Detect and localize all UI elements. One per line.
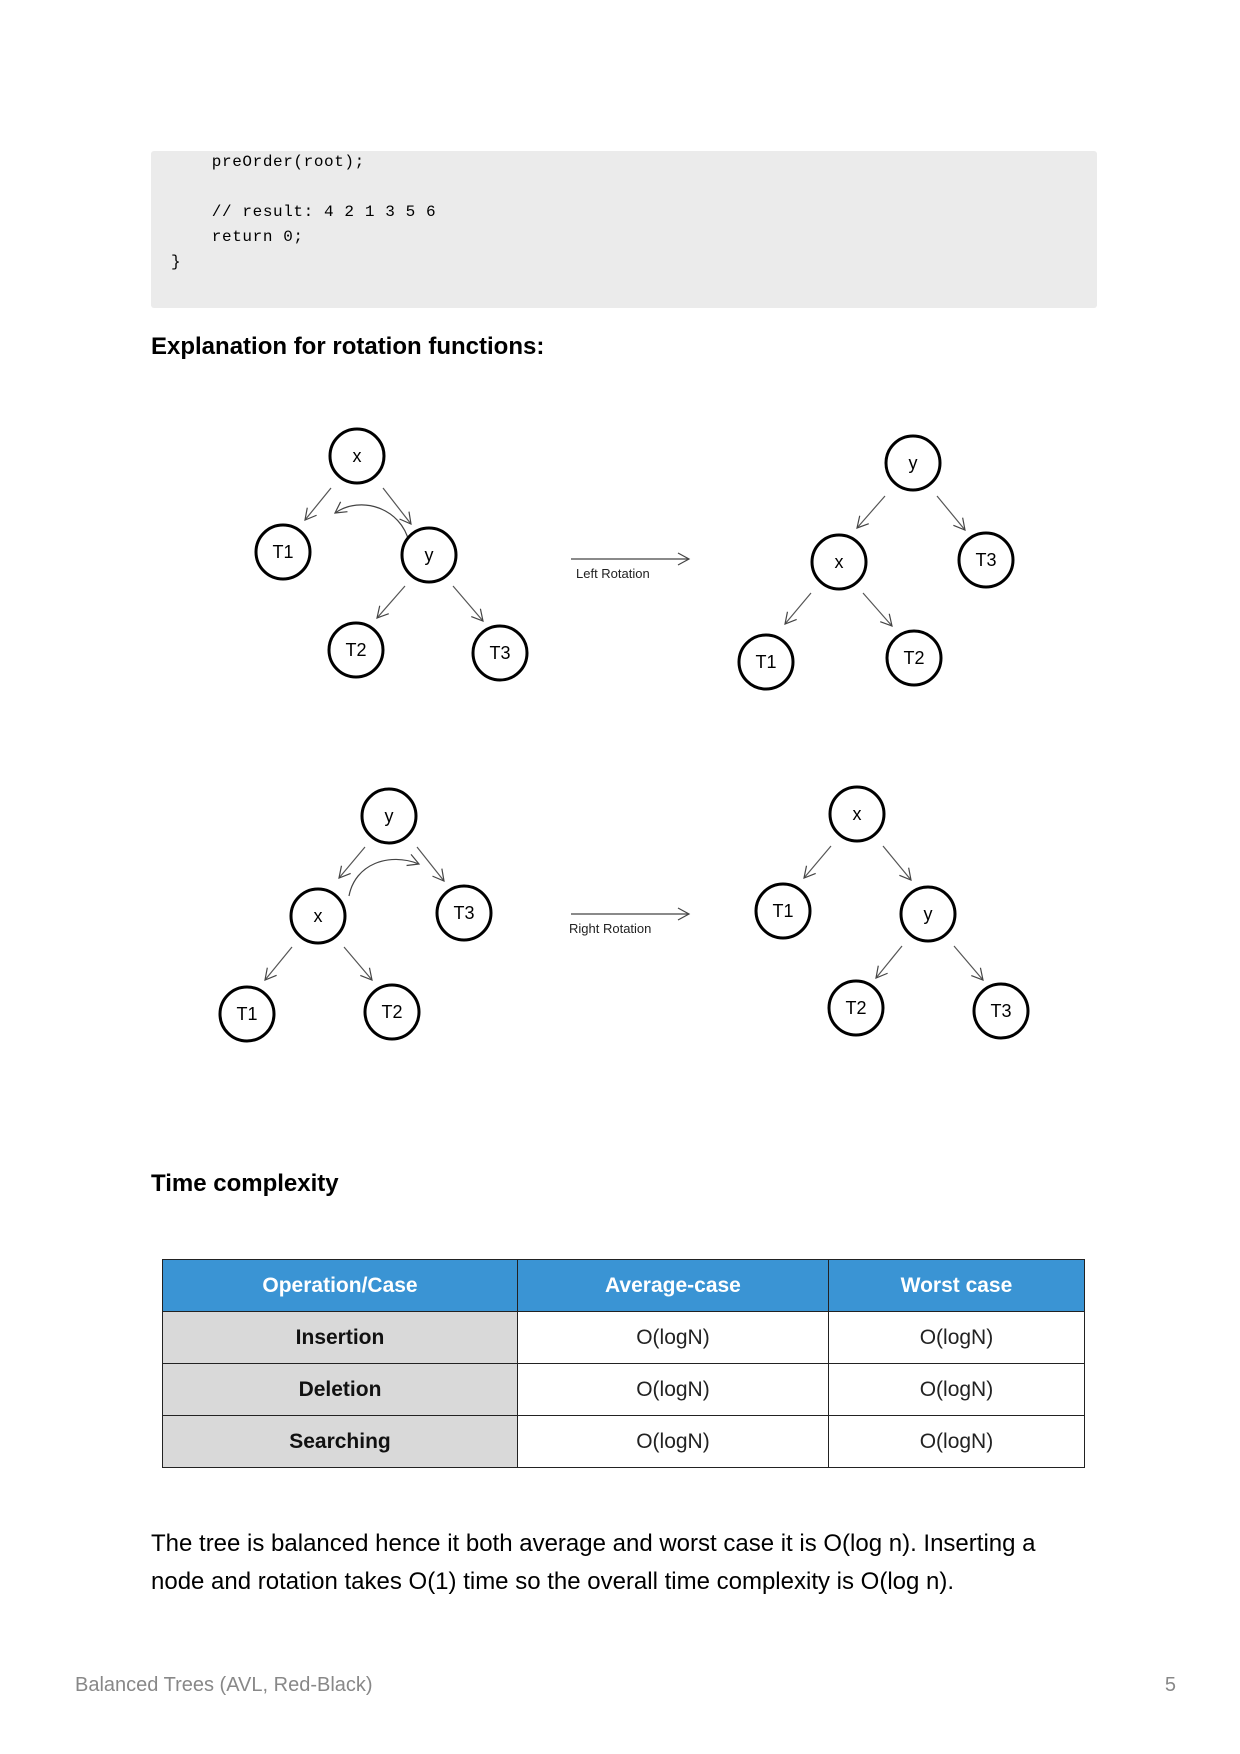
- rotation-heading: Explanation for rotation functions:: [151, 333, 545, 360]
- svg-text:T3: T3: [975, 550, 997, 570]
- svg-text:T1: T1: [272, 542, 294, 562]
- footer-title: Balanced Trees (AVL, Red-Black): [75, 1674, 373, 1696]
- code-line: preOrder(root);: [171, 153, 365, 171]
- svg-text:T3: T3: [453, 903, 475, 923]
- node-t1: [256, 525, 310, 579]
- svg-text:T1: T1: [755, 652, 777, 672]
- row-operation: Insertion: [163, 1312, 518, 1364]
- node-y: [886, 436, 940, 490]
- svg-text:T3: T3: [489, 643, 511, 663]
- column-header: Average-case: [518, 1260, 829, 1312]
- complexity-heading: Time complexity: [151, 1170, 339, 1197]
- svg-text:T1: T1: [236, 1004, 258, 1024]
- svg-text:y: y: [384, 806, 394, 826]
- worst-case-cell: O(logN): [828, 1416, 1084, 1468]
- table-header-row: [163, 1260, 1085, 1312]
- svg-text:x: x: [313, 906, 323, 926]
- column-header: Operation/Case: [163, 1260, 518, 1312]
- complexity-table: [162, 1259, 1085, 1468]
- right-rotation-arrow: [569, 914, 689, 936]
- node-t1: [739, 635, 793, 689]
- node-t2: [829, 981, 883, 1035]
- svg-text:x: x: [834, 552, 844, 572]
- left-rotation-label: Left Rotation: [576, 566, 650, 581]
- table-row: [163, 1416, 1085, 1468]
- column-header: Worst case: [828, 1260, 1084, 1312]
- node-x: [330, 429, 384, 483]
- left-rotation-before: [256, 429, 527, 680]
- node-t1: [756, 884, 810, 938]
- node-t3: [959, 533, 1013, 587]
- svg-text:y: y: [424, 545, 434, 565]
- average-case-cell: O(logN): [518, 1312, 829, 1364]
- svg-text:x: x: [852, 804, 862, 824]
- node-x: [830, 787, 884, 841]
- row-operation: Deletion: [163, 1364, 518, 1416]
- node-t3: [473, 626, 527, 680]
- row-operation: Searching: [163, 1416, 518, 1468]
- node-t3: [437, 886, 491, 940]
- right-rotation-after: [756, 787, 1028, 1038]
- node-x: [812, 535, 866, 589]
- node-t2: [329, 623, 383, 677]
- svg-text:T2: T2: [345, 640, 367, 660]
- table-row: [163, 1312, 1085, 1364]
- svg-text:T2: T2: [903, 648, 925, 668]
- svg-text:x: x: [352, 446, 362, 466]
- complexity-paragraph: The tree is balanced hence it both average and worst case it is O(log n). Inserting a node and rotation takes O(1) time so the overall time complexity is O(log n).: [151, 1530, 1036, 1595]
- left-rotation-after: [739, 436, 1013, 689]
- svg-text:T2: T2: [381, 1002, 403, 1022]
- node-t3: [974, 984, 1028, 1038]
- left-rotation-arrow: [571, 559, 689, 581]
- page-number: 5: [1164, 1674, 1176, 1696]
- node-t2: [887, 631, 941, 685]
- svg-text:T1: T1: [772, 901, 794, 921]
- code-block: [151, 151, 1097, 308]
- code-line: return 0;: [171, 228, 304, 246]
- table-row: [163, 1364, 1085, 1416]
- worst-case-cell: O(logN): [828, 1364, 1084, 1416]
- node-y: [402, 528, 456, 582]
- code-line: // result: 4 2 1 3 5 6: [171, 203, 437, 221]
- node-t2: [365, 985, 419, 1039]
- svg-text:y: y: [923, 904, 933, 924]
- node-y: [362, 789, 416, 843]
- right-rotation-before: [220, 789, 491, 1041]
- node-y: [901, 887, 955, 941]
- average-case-cell: O(logN): [518, 1416, 829, 1468]
- code-line: }: [171, 253, 182, 271]
- worst-case-cell: O(logN): [828, 1312, 1084, 1364]
- svg-text:T3: T3: [990, 1001, 1012, 1021]
- svg-text:T2: T2: [845, 998, 867, 1018]
- node-t1: [220, 987, 274, 1041]
- right-rotation-label: Right Rotation: [569, 921, 652, 936]
- svg-text:y: y: [908, 453, 918, 473]
- average-case-cell: O(logN): [518, 1364, 829, 1416]
- node-x: [291, 889, 345, 943]
- rotation-diagram: [151, 400, 1097, 1080]
